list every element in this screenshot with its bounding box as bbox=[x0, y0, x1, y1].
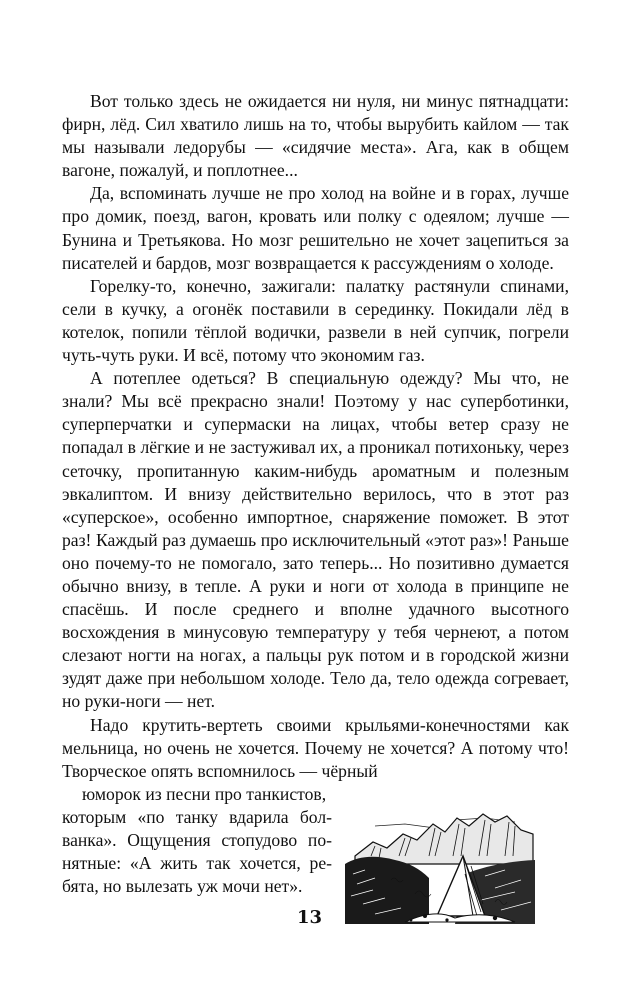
paragraph-5-rest: которым «по танку вдарила болванка». Ощущения стопудово понятные: «А жить так хочется, ребята, но вылезать уж мочи нет». bbox=[62, 806, 332, 897]
mountain-tent-sketch-icon bbox=[345, 804, 535, 924]
page-number: 13 bbox=[296, 907, 323, 928]
paragraph-2: Да, вспоминать лучше не про холод на войне и в горах, лучше про домик, поезд, вагон, кровать или полку с одеялом; лучше — Бунина и Третьякова. Но мозг решительно не хочет зацепиться за писателей и бардов, мозг возвращается к рассуждениям о холоде. bbox=[62, 183, 569, 273]
paragraph-5-line-1: юморок из песни про танкистов, bbox=[82, 783, 327, 804]
paragraph-5: Надо крутить-вертеть своими крыльями-конечностями как мельница, но очень не хочется. Почему не хочется? А потому что! Творческое опять вспомнилось — чёрный bbox=[62, 714, 569, 781]
body-text bbox=[62, 90, 569, 898]
paragraph-4: А потеплее одеться? В специальную одежду? Мы что, не знали? Мы всё прекрасно знали! Поэтому у нас суперботинки, суперперчатки и супермаски на лицах, чтобы ветер сразу не попадал в лёгкие и не застуживал их, а проникал потихоньку, через сеточку, пропитанную каким-нибудь ароматным и полезным эвкалиптом. И внизу действительно верилось, что в этот раз «суперское», особенно импортное, снаряжение поможет. В этот раз! Каждый раз думаешь про исключительный «этот раз»! Раньше оно почему-то не помогало, зато теперь... Но позитивно думается обычно внизу, в тепле. А руки и ноги от холода в принципе не спасёшь. И после среднего и вполне удачного высотного восхождения в минусовую температуру у тебя чернеют, а потом слезают ногти на ногах, а пальцы рук потом и в городской жизни зудят даже при небольшом холоде. Тело да, тело одежда согревает, но руки-ноги — нет. bbox=[62, 368, 569, 712]
paragraph-1: Вот только здесь не ожидается ни нуля, ни минус пятнадцати: фирн, лёд. Сил хватило лишь на то, чтобы вырубить кайлом — так мы называли ледорубы — «сидячие места». Ага, как в общем вагоне, пожалуй, и поплотнее... bbox=[62, 91, 569, 181]
paragraph-3: Горелку-то, конечно, зажигали: палатку растянули спинами, сели в кучку, а огонёк поставили в серединку. Покидали лёд в котелок, попили тёплой водички, развели в ней супчик, погрели чуть-чуть руки. И всё, потому что экономим газ. bbox=[62, 275, 569, 366]
paragraph-5-wrapped bbox=[62, 783, 332, 898]
